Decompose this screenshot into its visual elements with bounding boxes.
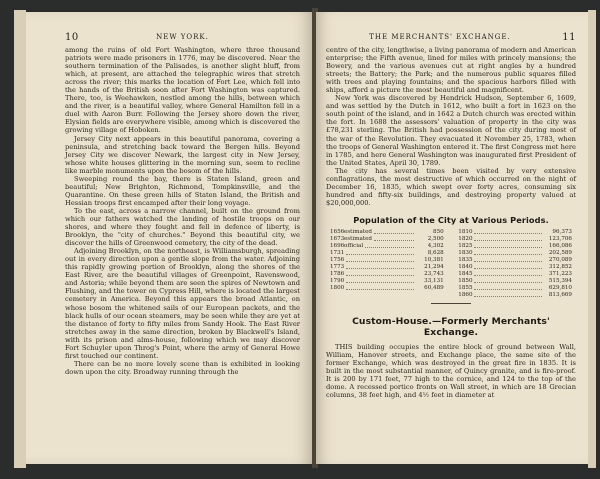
population-value: 371,223 (548, 270, 572, 277)
population-value: 312,852 (548, 263, 572, 270)
right-page-body (326, 46, 576, 207)
dot-leader (474, 264, 542, 269)
population-value: 515,394 (548, 277, 572, 284)
population-value: 8,628 (427, 249, 444, 256)
population-note: estimated (344, 228, 372, 235)
population-year: 1790 (330, 277, 345, 284)
population-row (330, 257, 444, 264)
right-page-header (326, 32, 576, 46)
population-year: 1840 (458, 263, 473, 270)
population-row (330, 243, 444, 250)
population-year: 1845 (458, 270, 473, 277)
population-year: 1850 (458, 277, 473, 284)
population-row (330, 271, 444, 278)
dot-leader (374, 236, 414, 241)
dot-leader (474, 292, 542, 297)
population-row (458, 257, 572, 264)
left-page-edges (14, 10, 26, 468)
running-head: NEW YORK. (156, 33, 209, 41)
population-row (458, 285, 572, 292)
population-row (458, 264, 572, 271)
population-row (330, 236, 444, 243)
population-row (330, 229, 444, 236)
page-number: 10 (65, 32, 79, 43)
population-row (458, 236, 572, 243)
population-value: 166,086 (548, 242, 572, 249)
population-year: 1810 (458, 228, 473, 235)
section-body (326, 343, 576, 399)
paragraph: Adjoining Brooklyn, on the northeast, is Williamsburgh, spreading out in every direction upon a gentle slope from the water. Adjoining this rapidly growing portion of Brooklyn, along the shores of the East River, are the beautiful villages of Greenpoint, Ravenswood, and Astoria; while beyond them are seen the spires of Newtown and Flushing, and the tower on Cypress Hill, where is located the largest cemetery in America. Beyond this appears the broad Atlantic, on whose bosom the whitened sails of our European packets, and the black hulls of our ocean steamers, may be seen while they are yet at the distance of forty to fifty miles from Sandy Hook. The East River stretches away in the same direction, broken by Blackwell's Island, with its prison and alms-house, following which we may discover Fort Schuyler upon Throg's Point, where the army of General Howe first touched our continent. (65, 247, 300, 360)
section-heading: Custom-House.—Formerly Merchants' Exchange. (352, 315, 550, 338)
population-year: 1860 (458, 291, 473, 298)
population-row (330, 264, 444, 271)
dot-leader (346, 278, 414, 283)
dot-leader (474, 257, 542, 262)
right-page-edges (588, 10, 596, 468)
population-row (330, 250, 444, 257)
dot-leader (474, 271, 542, 276)
left-page-header (65, 32, 300, 46)
page-number: 11 (562, 32, 576, 43)
population-year: 1800 (330, 284, 345, 291)
dot-leader (346, 285, 414, 290)
dot-leader (365, 243, 414, 248)
dot-leader (346, 264, 414, 269)
right-page (316, 12, 588, 464)
population-value: 23,743 (424, 270, 444, 277)
dot-leader (474, 250, 542, 255)
paragraph: Sweeping round the bay, there is Staten Island, green and beautiful; New Brighton, Richmond, Tompkinsville, and the Quarantine. On these green hills of Staten Island, the British and Hessian troops first encamped after their long voyage. (65, 174, 300, 207)
population-value: 2,500 (427, 235, 444, 242)
dot-leader (474, 229, 542, 234)
paragraph: among the ruins of old Fort Washington, where three thousand patriots were made prisoners in 1776, may be discovered. Near the southern termination of the Palisades, is another slight bluff, from which, at present, are attached the telegraphic wires that stretch across the river; this marks the location of Fort Lee, which fell into the hands of the British soon after Fort Washington was captured. There, too, is Weehawken, nestled among the hills, between which and the river, is a beautiful valley, where General Hamilton fell in a duel with Aaron Burr. Following the Jersey shore down the river, Elysian fields are everywhere visible, among which is discovered the growing village of Hoboken. (65, 46, 300, 135)
population-year: 1731 (330, 249, 345, 256)
population-row (330, 285, 444, 292)
left-page-body (65, 46, 300, 376)
paragraph: New York was discovered by Hendrick Hudson, September 6, 1609, and was settled by the Dutch in 1612, who built a fort in 1623 on the south point of the island, and in 1642 a Dutch church was erected within the fort. In 1688 the assessors' valuation of property in the city was £78,231 sterling. The British had possession of the city during most of the war of the Revolution. They evacuated it November 25, 1783, when the troops of General Washington entered it. The first Congress met here in 1785, and here General Washington was inaugurated first President of the United States, April 30, 1789. (326, 94, 576, 167)
population-year: 1656 (330, 228, 345, 235)
paragraph: THIS building occupies the entire block of ground between Wall, William, Hanover streets, and Exchange place, the same site of the former Exchange, which was destroyed in the great fire in 1835. It is built in the most substantial manner, of Quincy granite, and is fire-proof. It is 200 by 171 feet, 77 high to the cornice, and 124 to the top of the dome. A recessed portico fronts on Wall street, in which are 18 Grecian columns, 38 feet high, and 4½ feet in diameter at (326, 342, 576, 400)
population-row (330, 278, 444, 285)
population-column-left (330, 229, 444, 299)
population-row (458, 243, 572, 250)
population-note: estimated (344, 235, 372, 242)
population-row (458, 229, 572, 236)
dot-leader (346, 250, 414, 255)
paragraph: There can be no more lovely scene than is exhibited in looking down upon the city. Broadway running through the (65, 359, 300, 376)
dot-leader (474, 285, 542, 290)
population-value: 96,373 (552, 228, 572, 235)
population-value: 60,489 (424, 284, 444, 291)
population-value: 10,381 (424, 256, 444, 263)
population-year: 1696 (330, 242, 345, 249)
population-row (458, 292, 572, 299)
dot-leader (474, 278, 542, 283)
running-head: THE MERCHANTS' EXCHANGE. (369, 33, 511, 41)
population-row (458, 250, 572, 257)
paragraph: To the east, across a narrow channel, built on the ground from which our fathers watched the landing of hostile troops on our shores, and where they fought and fell in defence of liberty, is Brooklyn, the "city of churches." Beyond this beautiful city, we discover the hills of Greenwood cemetery, the city of the dead. (65, 206, 300, 248)
dot-leader (474, 236, 542, 241)
paragraph: centre of the city, lengthwise, a living panorama of modern and American enterprise; the Fifth avenue, lined for miles with princely mansions; the Bowery, and the various avenues cut at right angles by a hundred streets; the Battery; the Park; and the numerous public squares filled with trees and playing fountains; and the spacious harbors filled with ships, afford a picture the most beautiful and magnificent. (326, 46, 576, 95)
population-year: 1835 (458, 256, 473, 263)
population-row (458, 278, 572, 285)
population-table (326, 229, 576, 299)
population-value: 202,589 (548, 249, 572, 256)
population-heading: Population of the City at Various Periods. (353, 214, 549, 225)
left-page (26, 12, 314, 464)
population-column-right (458, 229, 572, 299)
population-note: official (344, 242, 364, 249)
dot-leader (346, 271, 414, 276)
dot-leader (374, 229, 414, 234)
population-row (458, 271, 572, 278)
population-value: 4,302 (427, 242, 444, 249)
population-value: 629,810 (548, 284, 572, 291)
population-year: 1673 (330, 235, 345, 242)
dot-leader (346, 257, 414, 262)
population-year: 1773 (330, 263, 345, 270)
population-value: 270,089 (548, 256, 572, 263)
section-divider (431, 303, 471, 304)
population-year: 1820 (458, 235, 473, 242)
dot-leader (474, 243, 542, 248)
population-year: 1786 (330, 270, 345, 277)
paragraph: The city has several times been visited by very extensive conflagrations, the most destructive of which occurred on the night of December 16, 1835, which swept over forty acres, consuming six hundred and fifty-six buildings, and destroying property valued at $20,000,000. (326, 166, 576, 207)
population-value: 21,294 (424, 263, 444, 270)
population-year: 1855 (458, 284, 473, 291)
population-value: 33,131 (424, 277, 444, 284)
paragraph: Jersey City next appears in this beautiful panorama, covering a peninsula, and stretching back toward the Bergen hills. Beyond Jersey City we discover Newark, the largest city in New Jersey, whose white houses glittering in the morning sun, seem to recline like marble monuments upon the bosom of the hills. (65, 134, 300, 175)
population-value: 813,669 (548, 291, 572, 298)
population-value: 850 (433, 228, 444, 235)
population-year: 1756 (330, 256, 345, 263)
population-value: 123,706 (548, 235, 572, 242)
population-year: 1830 (458, 249, 473, 256)
population-year: 1825 (458, 242, 473, 249)
